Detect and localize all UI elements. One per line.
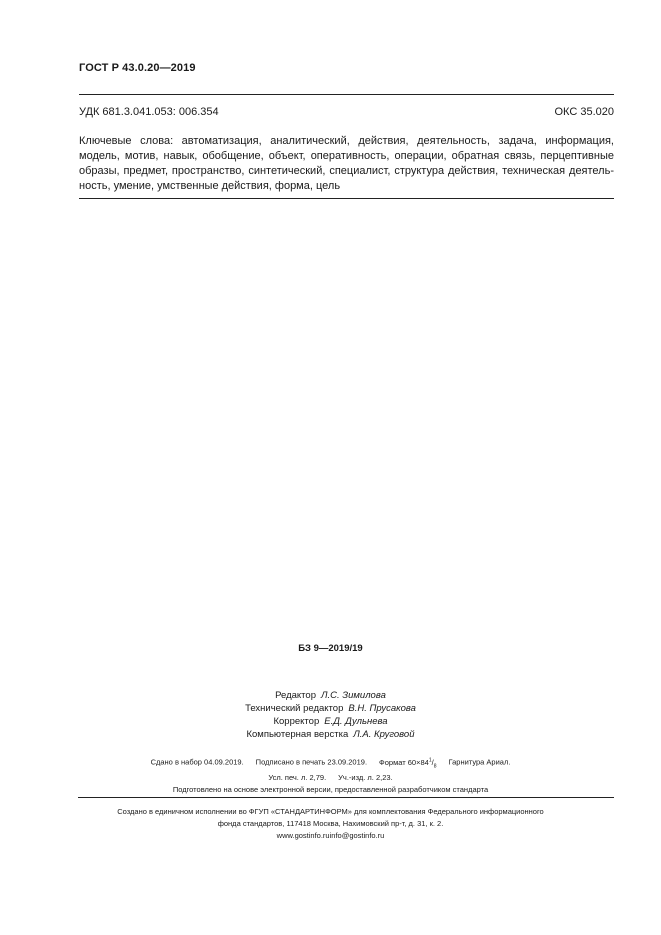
imprint-line-2: Усл. печ. л. 2,79. Уч.-изд. л. 2,23.: [268, 773, 393, 782]
credits-block: [0, 689, 661, 741]
standard-code: ГОСТ Р 43.0.20—2019: [79, 62, 196, 74]
footer-divider: [78, 797, 614, 798]
udk-code: УДК 681.3.041.053: 006.354: [79, 106, 219, 118]
imprint-block: [0, 754, 661, 796]
oks-code: ОКС 35.020: [554, 106, 614, 118]
keywords-divider: [79, 198, 614, 199]
footer-block: [0, 806, 661, 842]
top-divider: [79, 94, 614, 95]
credit-proofreader: Корректор Е.Д. Дульнева: [273, 716, 388, 727]
keywords-paragraph: Ключевые слова: автоматизация, аналитический, действия, деятельность, задача, информация, модель, мотив, навык, обобщение, объект, оперативность, операции, обратная связь, перцептивные образы, предмет, пространство, синтетический, специалист, структура действия, техническая деятель-ность, умение, умственные действия, форма, цель: [79, 135, 614, 192]
footer-links: [0, 830, 661, 842]
imprint-line-1: Сдано в набор 04.09.2019. Подписано в печать 23.09.2019. Формат $60\times 84^1/_8$ Гарнитура Ариал.: [150, 757, 511, 769]
email-link[interactable]: info@gostinfo.ru: [329, 831, 385, 840]
website-link[interactable]: www.gostinfo.ru: [276, 831, 330, 840]
imprint-line-3: Подготовлено на основе электронной версии, предоставленной разработчиком стандарта: [172, 785, 489, 794]
paper-format: Формат $60\times 84^1/_8$: [379, 757, 437, 769]
credit-tech-editor: Технический редактор В.Н. Прусакова: [245, 703, 416, 714]
credit-editor: Редактор Л.С. Зимилова: [275, 690, 386, 701]
credit-layout: Компьютерная верстка Л.А. Круговой: [246, 729, 415, 740]
footer-line-1: Создано в единичном исполнении во ФГУП «СТАНДАРТИНФОРМ» для комплектования Федерального информационного: [117, 807, 544, 816]
bulletin-number: БЗ 9—2019/19: [298, 643, 363, 654]
footer-line-2: фонда стандартов, 117418 Москва, Нахимовский пр-т, д. 31, к. 2.: [217, 819, 444, 828]
